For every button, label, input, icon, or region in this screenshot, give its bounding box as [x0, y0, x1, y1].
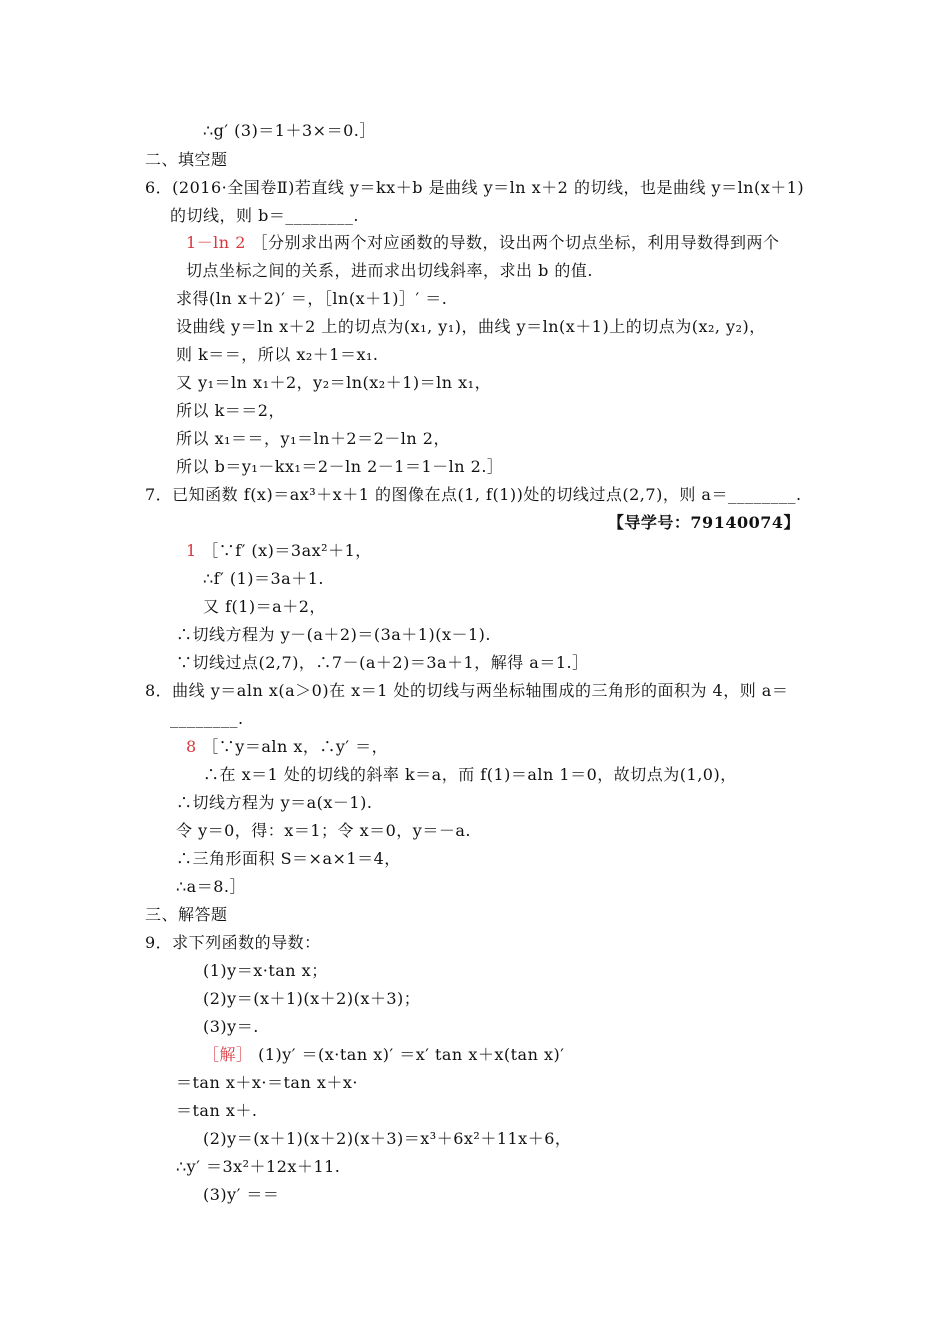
text-line	[145, 150, 228, 170]
text-line	[176, 1073, 358, 1093]
text-line	[176, 625, 491, 645]
text-line	[186, 233, 779, 253]
line-text: 令 y＝0，得：x＝1；令 x＝0，y＝－a.	[176, 821, 471, 840]
line-text: 【导学号：79140074】	[607, 513, 800, 532]
text-line	[145, 178, 804, 198]
text-line	[176, 289, 447, 309]
line-text: ［分别求出两个对应函数的导数，设出两个切点坐标，利用导数得到两个	[245, 233, 780, 252]
line-text: ∴切线方程为 y－(a＋2)＝(3a＋1)(x－1).	[176, 625, 491, 644]
text-line	[145, 485, 802, 505]
line-text: ［∵f′ (x)＝3ax²＋1，	[196, 541, 372, 560]
line-text: 设曲线 y＝ln x＋2 上的切点为(x₁, y₁)，曲线 y＝ln(x＋1)上的切点为(x₂, y₂)，	[176, 317, 766, 336]
text-line	[203, 1017, 259, 1037]
line-text: 9．求下列函数的导数：	[145, 933, 321, 952]
text-line	[203, 121, 376, 141]
text-line	[145, 933, 321, 953]
line-text: 所以 k＝＝2，	[176, 401, 285, 420]
line-text: (3)y＝.	[203, 1017, 259, 1036]
text-line	[145, 905, 228, 925]
text-line	[176, 317, 766, 337]
line-text: (3)y′ ＝＝	[203, 1185, 280, 1204]
text-line	[186, 261, 593, 281]
text-line	[203, 597, 326, 617]
line-text: 所以 x₁＝＝，y₁＝ln＋2＝2－ln 2，	[176, 429, 450, 448]
text-line	[176, 429, 450, 449]
text-line	[176, 373, 491, 393]
text-line	[176, 821, 471, 841]
text-line	[186, 737, 388, 757]
line-text: 切点坐标之间的关系，进而求出切线斜率，求出 b 的值.	[186, 261, 594, 280]
text-line	[176, 1101, 257, 1121]
line-text: 6．(2016·全国卷Ⅱ)若直线 y＝kx＋b 是曲线 y＝ln x＋2 的切线，也是曲线 y＝ln(x＋1)	[145, 178, 805, 197]
line-text: 又 y₁＝ln x₁＋2，y₂＝ln(x₂＋1)＝ln x₁，	[176, 373, 492, 392]
text-line	[203, 1185, 279, 1205]
line-text: 又 f(1)＝a＋2，	[203, 597, 326, 616]
line-text: (1)y＝x·tan x；	[203, 961, 328, 980]
text-line	[203, 989, 420, 1009]
answer-label: 1	[186, 541, 197, 560]
line-text: (2)y＝(x＋1)(x＋2)(x＋3)＝x³＋6x²＋11x＋6，	[203, 1129, 572, 1148]
text-line	[170, 206, 359, 226]
text-line	[176, 793, 372, 813]
line-text: 7．已知函数 f(x)＝ax³＋x＋1 的图像在点(1, f(1))处的切线过点(2,7)，则 a＝________.	[145, 485, 802, 504]
text-line	[176, 401, 285, 421]
line-text: 8．曲线 y＝aln x(a＞0)在 x＝1 处的切线与两坐标轴围成的三角形的面积为 4，则 a＝	[145, 681, 789, 700]
line-text: ＝tan x＋.	[176, 1101, 258, 1120]
text-line	[176, 1157, 340, 1177]
line-text: ∴g′ (3)＝1＋3×＝0.］	[203, 121, 376, 140]
text-line	[176, 849, 401, 869]
line-text: 所以 b＝y₁－kx₁＝2－ln 2－1＝1－ln 2.］	[176, 457, 504, 476]
line-text: ________.	[170, 709, 244, 728]
text-line	[145, 681, 788, 701]
text-line	[203, 1045, 564, 1065]
line-text: ［∵y＝aln x，∴y′ ＝，	[196, 737, 389, 756]
text-line	[203, 765, 737, 785]
line-text: ∴f′ (1)＝3a＋1.	[203, 569, 324, 588]
answer-label: 1－ln 2	[186, 233, 246, 252]
line-text: ∴y′ ＝3x²＋12x＋11.	[176, 1157, 341, 1176]
text-line	[176, 877, 246, 897]
line-text: (2)y＝(x＋1)(x＋2)(x＋3)；	[203, 989, 421, 1008]
text-line	[203, 961, 328, 981]
line-text: 三、解答题	[145, 905, 228, 924]
text-line	[608, 513, 800, 533]
line-text: ∴a＝8.］	[176, 877, 246, 896]
text-line	[176, 457, 503, 477]
line-text: ∴在 x＝1 处的切线的斜率 k＝a，而 f(1)＝aln 1＝0，故切点为(1,0)，	[203, 765, 737, 784]
line-text: 则 k＝＝，所以 x₂＋1＝x₁.	[176, 345, 379, 364]
line-text: ∵切线过点(2,7)，∴7－(a＋2)＝3a＋1，解得 a＝1.］	[176, 653, 589, 672]
text-line	[203, 569, 324, 589]
answer-label: ［解］	[203, 1045, 253, 1064]
line-text: 的切线，则 b＝________.	[170, 206, 359, 225]
line-text: ∴切线方程为 y＝a(x－1).	[176, 793, 373, 812]
text-line	[176, 653, 589, 673]
line-text: ＝tan x＋x·＝tan x＋x·	[176, 1073, 358, 1092]
line-text: ∴三角形面积 S＝×a×1＝4，	[176, 849, 401, 868]
text-line	[203, 1129, 571, 1149]
line-text: 求得(ln x＋2)′ ＝，［ln(x＋1)］′ ＝.	[176, 289, 448, 308]
text-line	[186, 541, 372, 561]
text-line	[170, 709, 244, 729]
line-text: 二、填空题	[145, 150, 228, 169]
text-line	[176, 345, 379, 365]
answer-label: 8	[186, 737, 197, 756]
line-text: (1)y′ ＝(x·tan x)′ ＝x′ tan x＋x(tan x)′	[252, 1045, 565, 1064]
